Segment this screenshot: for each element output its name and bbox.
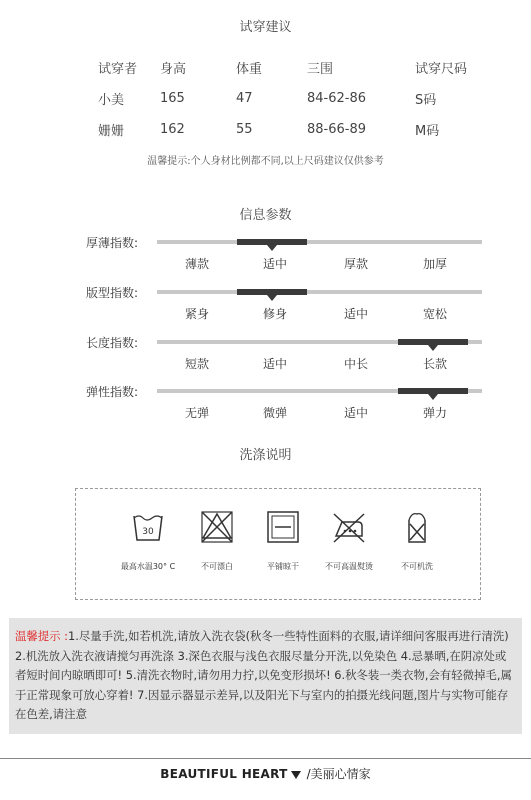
dry-flat-icon	[266, 510, 300, 544]
index-option: 长款	[422, 357, 447, 371]
wash-temp-text: 30	[142, 527, 154, 537]
index-option: 修身	[262, 307, 287, 321]
tips-label: 温馨提示 :	[15, 629, 69, 643]
index-option: 适中	[262, 257, 287, 271]
index-option: 短款	[184, 357, 209, 371]
index-option: 紧身	[184, 307, 209, 321]
table-cell: 姗姗	[98, 124, 125, 139]
footer-cn: /美丽心情家	[306, 767, 371, 781]
index-option: 无弹	[184, 406, 209, 420]
tips-text: 1.尽量手洗,如若机洗,请放入洗衣袋(秋冬一些特性面料的衣服,请详细问客服再进行清洗) 2.机洗放入洗衣液请搅匀再洗涤 3.深色衣服与浅色衣服尽量分开洗,以免染色 4.忌暴晒,在阴凉处或者短时间内晾晒即可! 5.清洗衣物时,请勿用力拧,以免变形损坏! 6.秋冬装一类衣物,会有轻微掉毛,属于正常现象可放心穿着! 7.因显示器显示差异,以及阳光下与室内的拍摄光线问题,图片与实物可能存在色差,请注意	[15, 629, 512, 722]
washing-box	[75, 488, 481, 600]
fitting-note: 温馨提示:个人身材比例都不同,以上尺码建议仅供参考	[147, 156, 384, 167]
index-option: 薄款	[184, 257, 209, 271]
tips-box	[9, 618, 522, 734]
header-cell: 试穿尺码	[415, 62, 468, 77]
index-track	[157, 240, 482, 244]
table-row	[86, 114, 486, 145]
info-title: 信息参数	[239, 208, 292, 223]
table-cell: 47	[236, 91, 253, 106]
table-row	[86, 83, 486, 114]
index-option: 宽松	[422, 307, 447, 321]
index-track	[157, 340, 482, 344]
index-label: 弹性指数:	[86, 385, 139, 399]
table-cell: M码	[415, 124, 440, 139]
index-track	[157, 290, 482, 294]
table-cell: 88-66-89	[307, 122, 367, 137]
index-label: 长度指数:	[86, 336, 139, 350]
no-machine-wash-icon	[400, 510, 434, 544]
index-label: 厚薄指数:	[86, 236, 139, 250]
index-option: 适中	[343, 307, 368, 321]
triangle-down-icon	[291, 771, 301, 779]
wash-30-icon	[131, 510, 165, 544]
wash-caption: 最高水温30° C	[120, 562, 176, 571]
fitting-title: 试穿建议	[239, 20, 292, 35]
footer-divider	[0, 758, 531, 759]
wash-caption: 平铺晾干	[267, 562, 299, 571]
index-option: 中长	[343, 357, 368, 371]
footer-brand: BEAUTIFUL HEART	[160, 767, 288, 781]
index-option: 微弹	[262, 406, 287, 420]
fitting-table	[86, 52, 486, 145]
no-iron-icon	[332, 510, 366, 544]
no-bleach-icon	[200, 510, 234, 544]
index-marker	[398, 339, 468, 345]
footer	[0, 765, 531, 782]
header-cell: 试穿者	[98, 62, 138, 77]
table-cell: 165	[160, 91, 185, 106]
table-cell: 84-62-86	[307, 91, 367, 106]
index-marker	[398, 388, 468, 394]
table-cell: 55	[236, 122, 253, 137]
index-option: 厚款	[343, 257, 368, 271]
index-option: 加厚	[422, 257, 447, 271]
index-track	[157, 389, 482, 393]
table-cell: 162	[160, 122, 185, 137]
table-cell: S码	[415, 93, 437, 108]
wash-caption: 不可漂白	[201, 562, 233, 571]
table-cell: 小美	[98, 93, 125, 108]
index-marker	[237, 239, 307, 245]
index-marker	[237, 289, 307, 295]
wash-caption: 不可高温熨烫	[325, 562, 373, 571]
washing-title: 洗涤说明	[239, 448, 292, 463]
index-option: 适中	[262, 357, 287, 371]
index-label: 版型指数:	[86, 286, 139, 300]
header-cell: 体重	[236, 62, 263, 77]
header-cell: 三围	[307, 62, 334, 77]
wash-caption: 不可机洗	[401, 562, 433, 571]
table-header-row	[86, 52, 486, 83]
index-option: 适中	[343, 406, 368, 420]
header-cell: 身高	[160, 62, 187, 77]
index-option: 弹力	[422, 406, 447, 420]
